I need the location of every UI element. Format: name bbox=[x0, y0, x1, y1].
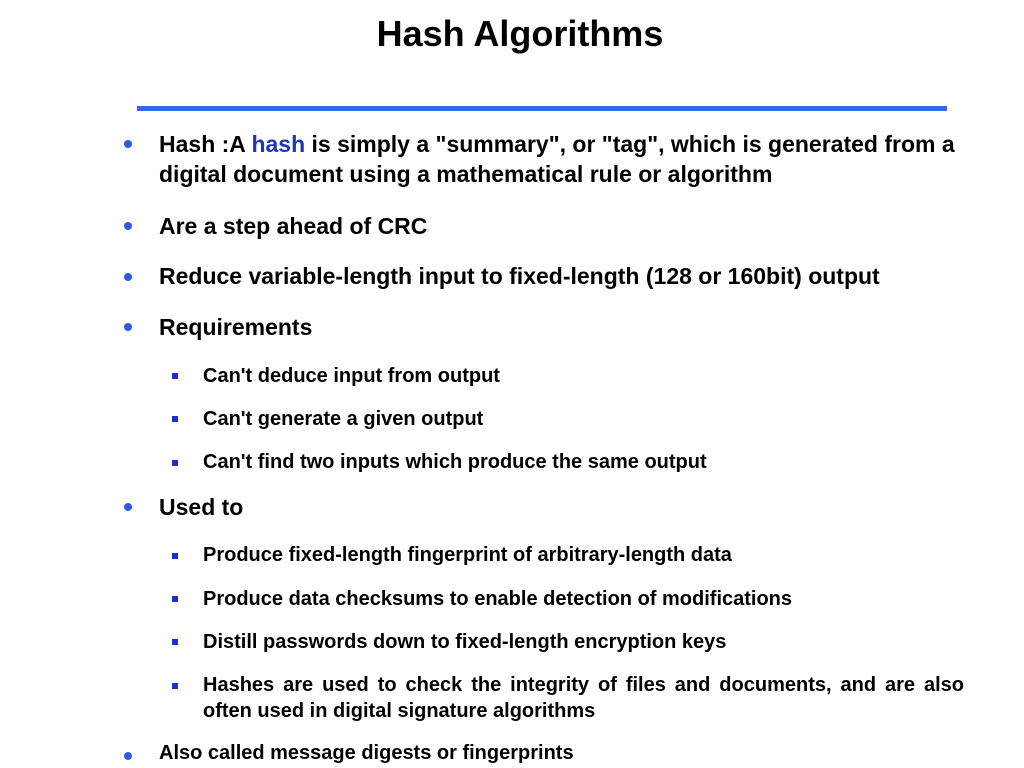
bullet-dot-icon bbox=[124, 273, 132, 281]
bullet-used-to: Used to bbox=[159, 494, 244, 520]
use-item: Distill passwords down to fixed-length encryption keys bbox=[203, 631, 727, 653]
use-item: Produce fixed-length fingerprint of arbitrary-length data bbox=[203, 544, 732, 566]
sub-bullet-square-icon bbox=[172, 639, 178, 645]
requirement-item: Can't generate a given output bbox=[203, 408, 484, 430]
sub-bullet-square-icon bbox=[172, 683, 178, 689]
slide-title: Hash Algorithms bbox=[376, 13, 664, 54]
requirement-item: Can't deduce input from output bbox=[203, 365, 500, 387]
bullet-dot-icon bbox=[124, 140, 132, 148]
bullet-dot-icon bbox=[124, 752, 132, 760]
bullet-digests: Also called message digests or fingerprints bbox=[159, 742, 574, 764]
requirement-item: Can't find two inputs which produce the same output bbox=[203, 451, 707, 473]
use-item: Produce data checksums to enable detection of modifications bbox=[203, 588, 793, 610]
bullet-dot-icon bbox=[124, 503, 132, 511]
hash-keyword: hash bbox=[251, 131, 306, 157]
bullet-dot-icon bbox=[124, 222, 132, 230]
bullet-hash-suffix: is simply a "summary", or "tag", which is generated from a digital document using a mathematical rule or algorithm bbox=[159, 131, 955, 187]
sub-bullet-square-icon bbox=[172, 373, 178, 379]
sub-bullet-square-icon bbox=[172, 460, 178, 466]
bullet-dot-icon bbox=[124, 323, 132, 331]
bullet-hash-prefix: Hash :A bbox=[159, 131, 252, 157]
sub-bullet-square-icon bbox=[172, 416, 178, 422]
bullet-requirements: Requirements bbox=[159, 314, 313, 340]
title-underline bbox=[137, 106, 947, 111]
use-item: Hashes are used to check the integrity of files and documents, and are also often used in digital signature algorithms bbox=[203, 674, 964, 722]
bullet-fixed-length: Reduce variable-length input to fixed-length (128 or 160bit) output bbox=[159, 263, 880, 289]
bullet-hash-definition bbox=[159, 129, 967, 189]
sub-bullet-square-icon bbox=[172, 596, 178, 602]
sub-bullet-square-icon bbox=[172, 553, 178, 559]
bullet-crc: Are a step ahead of CRC bbox=[159, 213, 428, 239]
